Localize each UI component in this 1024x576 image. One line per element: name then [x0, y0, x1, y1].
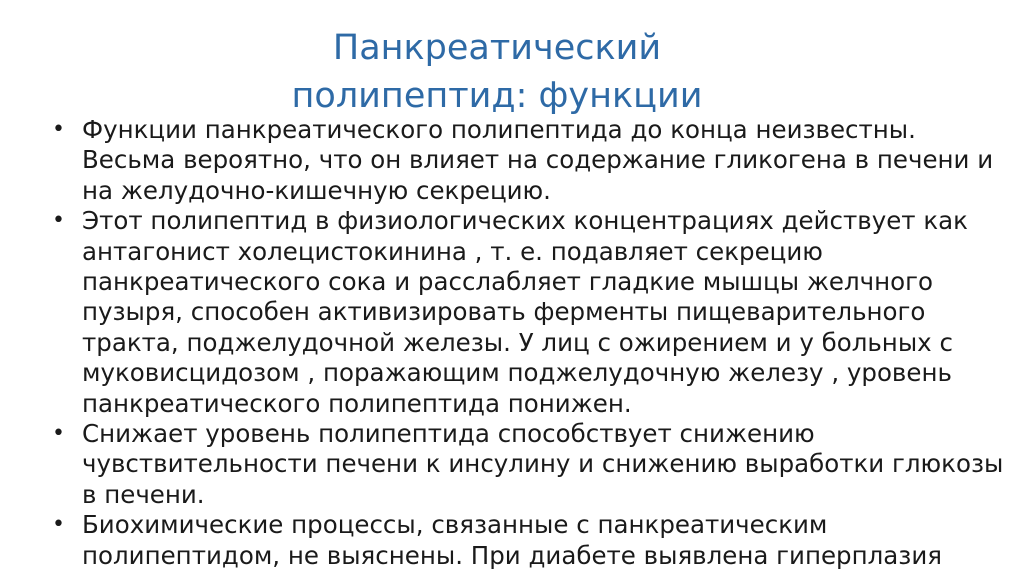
- bullet-item: [52, 419, 1012, 510]
- bullet-dot-icon: •: [52, 421, 65, 447]
- bullet-text: Функции панкреатического полипептида до конца неизвестны. Весьма вероятно, что он влияет на содержание гликогена в печени и на желудочно-кишечную секрецию.: [82, 115, 994, 205]
- slide-title-line-2: полипептид: функции: [291, 76, 703, 116]
- bullet-dot-icon: •: [52, 117, 65, 142]
- slide-title-line-1: Панкреатический: [332, 28, 662, 68]
- bullet-dot-icon: •: [52, 512, 65, 538]
- slide-title: [0, 24, 994, 120]
- bullet-list: [52, 115, 1012, 571]
- bullet-item: [52, 115, 1012, 206]
- bullet-text: Биохимические процессы, связанные с панкреатическим полипептидом, не выяснены. При диабете выявлена гиперплазия: [82, 510, 942, 570]
- bullet-item: [52, 510, 1012, 571]
- bullet-item: [52, 206, 1012, 419]
- bullet-text: Этот полипептид в физиологических концентрациях действует как антагонист холецистокинина , т. е. подавляет секрецию панкреатического сока и расслабляет гладкие мышцы желчного пузыря, способен активизировать ферменты пищеварительного тракта, поджелудочной железы. У лиц с ожирением и у больных с муковисцидозом , поражающим поджелудочную железу , уровень панкреатического полипептида понижен.: [82, 206, 968, 418]
- bullet-text: Снижает уровень полипептида способствует снижению чувствительности печени к инсулину и снижению выработки глюкозы в печени.: [82, 419, 1004, 509]
- bullet-dot-icon: •: [52, 208, 65, 234]
